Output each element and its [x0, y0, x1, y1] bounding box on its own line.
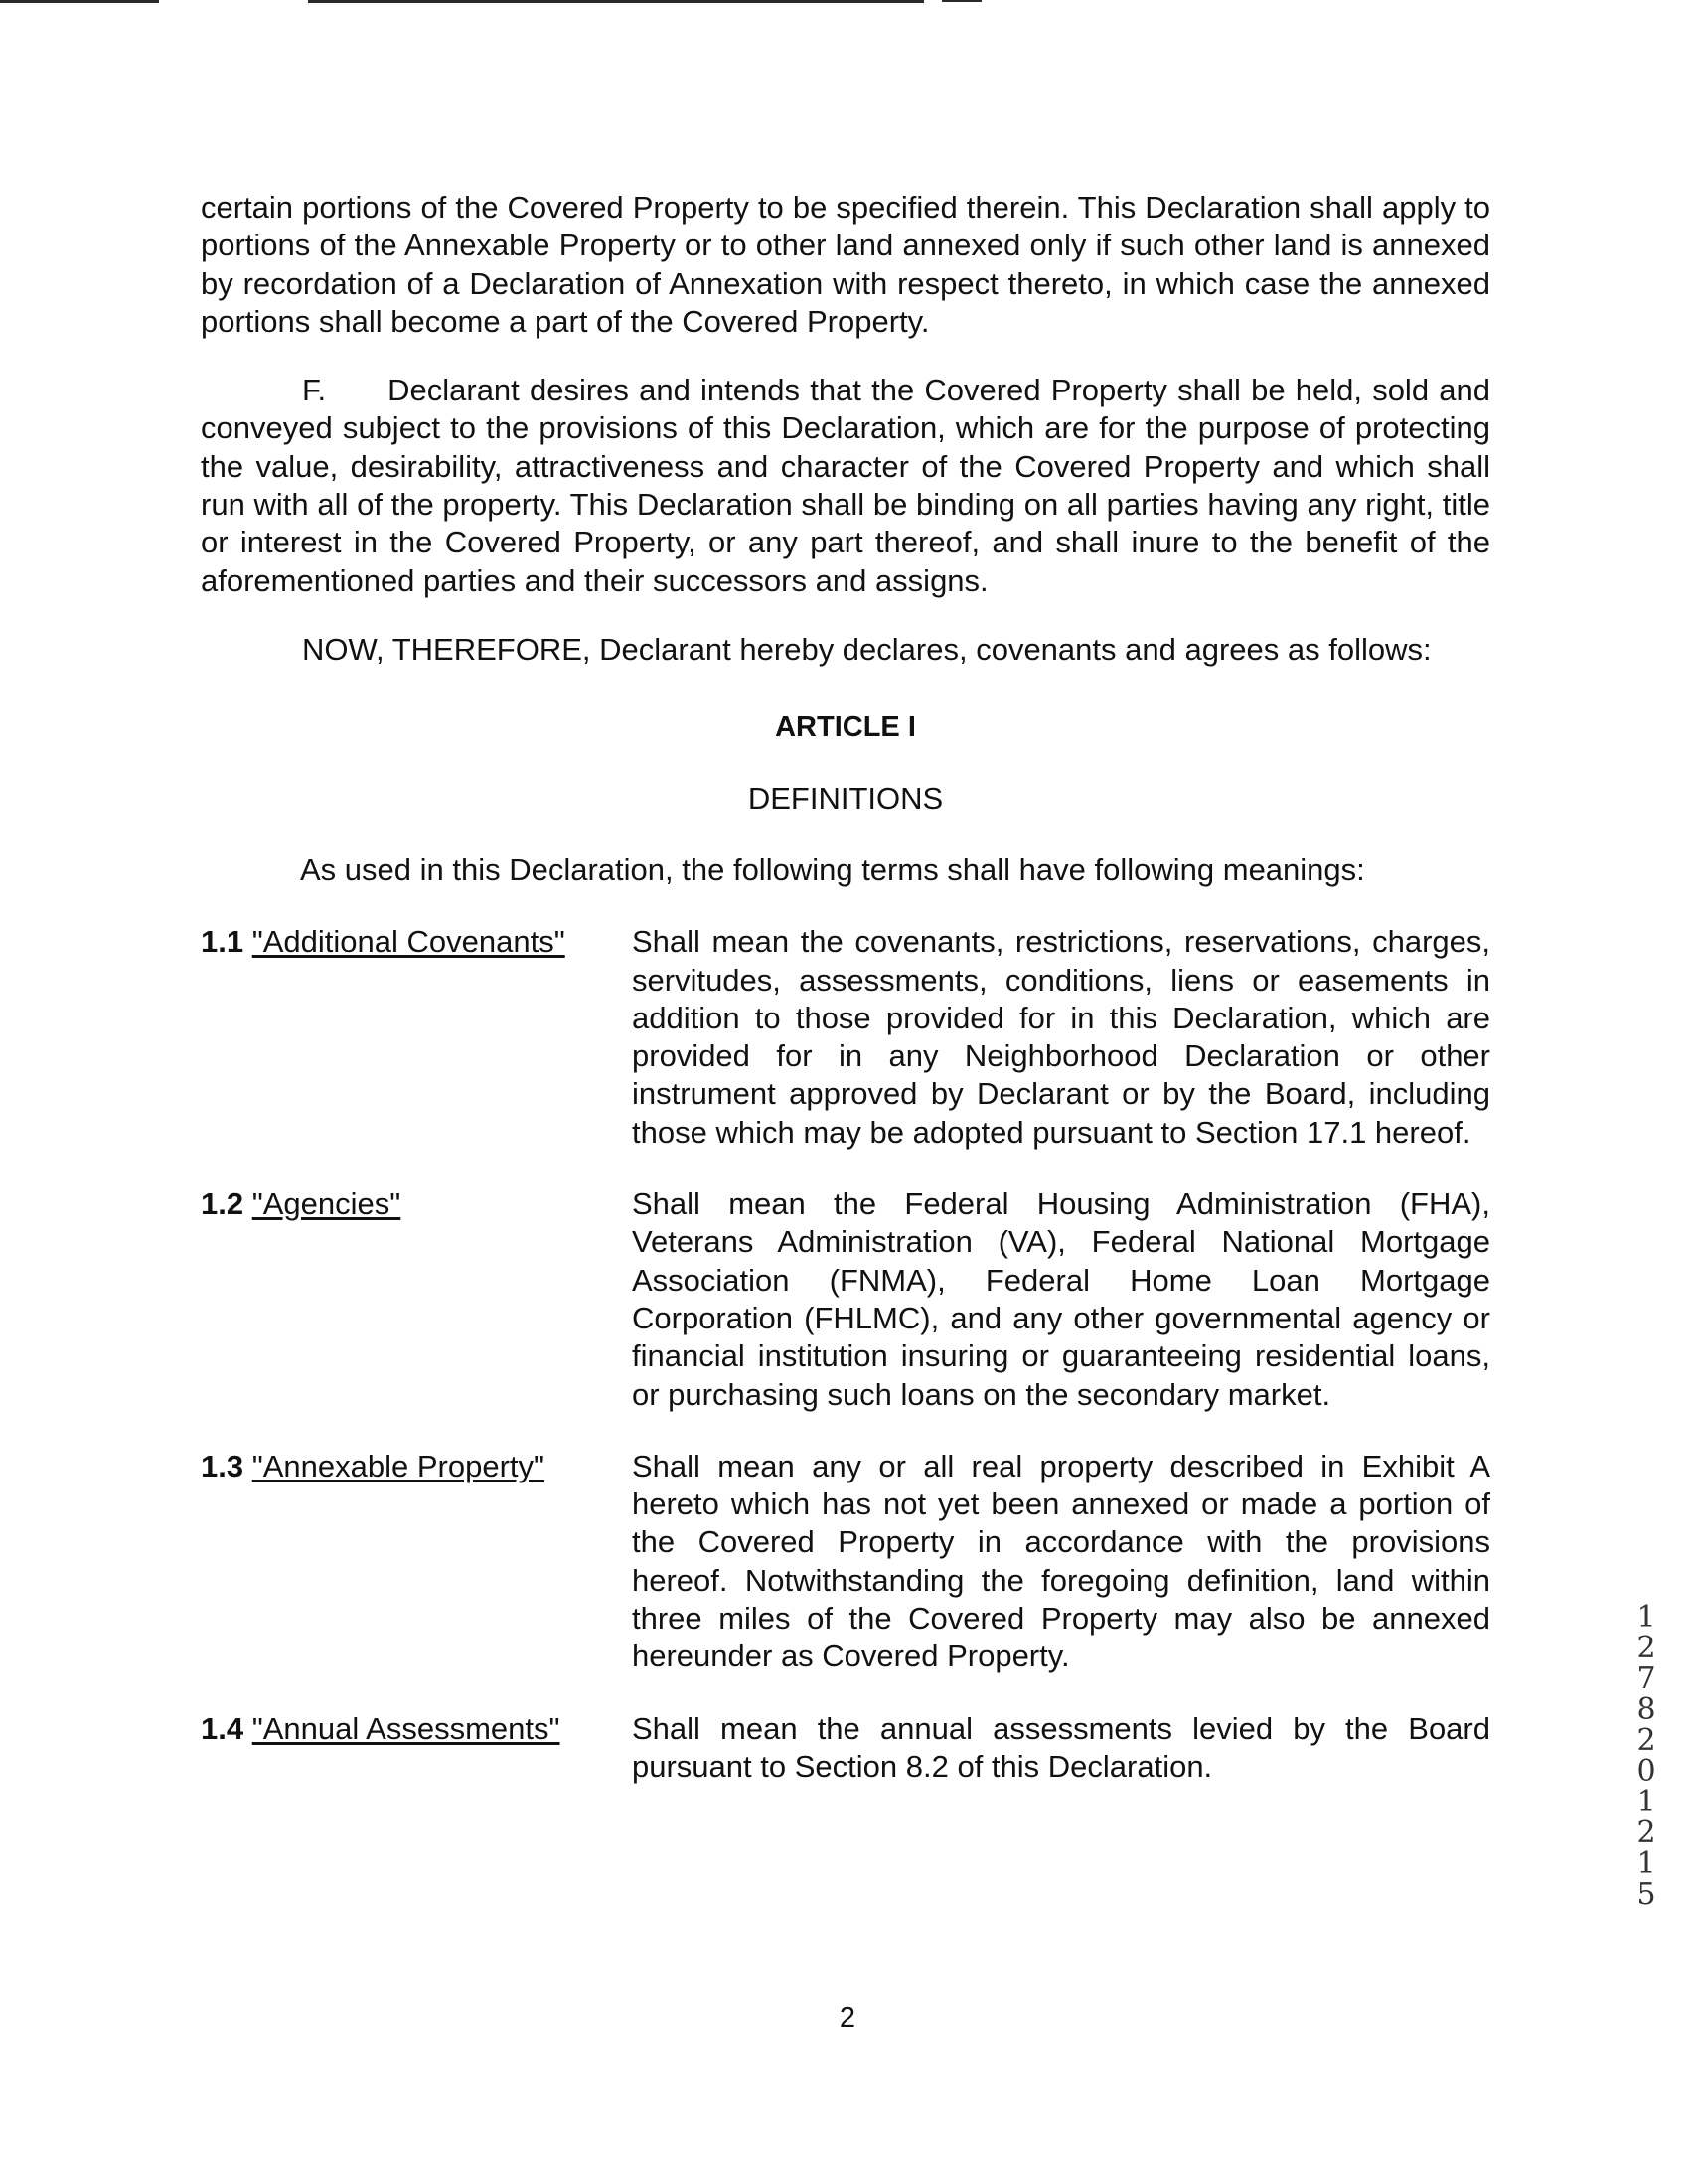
- definition-number: 1.3: [201, 1448, 244, 1483]
- definition-term-cell: [201, 923, 632, 1152]
- definition-term: "Annual Assessments": [251, 1710, 560, 1746]
- definition-item: [201, 1185, 1490, 1414]
- definition-item: [201, 923, 1490, 1152]
- definition-number: 1.1: [201, 924, 244, 960]
- definition-term: "Additional Covenants": [251, 924, 565, 960]
- definition-text: Shall mean the annual assessments levied by the Board pursuant to Section 8.2 of this Declaration.: [632, 1710, 1490, 1784]
- continuation-paragraph: certain portions of the Covered Property to be specified therein. This Declaration shall apply to portions of the Annexable Property or to other land annexed only if such other land is annexed by recordation of a Declaration of Annexation with respect thereto, in which case the annexed portions shall become a part of the Covered Property.: [201, 190, 1490, 339]
- definition-term-cell: [201, 1710, 632, 1787]
- definition-term-cell: [201, 1448, 632, 1676]
- definition-term-cell: [201, 1185, 632, 1414]
- page-number: 2: [839, 2002, 856, 2034]
- definition-text: Shall mean the Federal Housing Administration (FHA), Veterans Administration (VA), Federal National Mortgage Association (FNMA), Federal Home Loan Mortgage Corporation (FHLMC), and any other governmental agency or financial institution insuring or guaranteeing residential loans, or purchasing such loans on the secondary market.: [632, 1186, 1490, 1412]
- article-title: DEFINITIONS: [747, 781, 944, 817]
- scan-edge-line-center: [308, 0, 924, 3]
- scan-edge-line-right: [942, 0, 982, 2]
- definition-number: 1.4: [201, 1710, 244, 1746]
- definitions-intro: As used in this Declaration, the following terms shall have following meanings:: [300, 853, 1365, 888]
- now-therefore-paragraph: NOW, THEREFORE, Declarant hereby declares, covenants and agrees as follows:: [302, 631, 1432, 667]
- scan-edge-line-left: [0, 0, 159, 3]
- definition-text: Shall mean any or all real property described in Exhibit A hereto which has not yet been annexed or made a portion of the Covered Property in accordance with the provisions hereof. Notwithstanding the foregoing definition, land within three miles of the Covered Property may also be annexed hereunder as Covered Property.: [632, 1448, 1490, 1674]
- definition-item: [201, 1448, 1490, 1676]
- definition-item: [201, 1710, 1490, 1787]
- definition-text: Shall mean the covenants, restrictions, reservations, charges, servitudes, assessments, conditions, liens or easements in addition to those provided for in this Declaration, which are provided for in any Neighborhood Declaration or other instrument approved by Declarant or by the Board, including those which may be adopted pursuant to Section 17.1 hereof.: [632, 924, 1490, 1150]
- document-page: [201, 189, 1490, 1786]
- recital-f-paragraph: F. Declarant desires and intends that the Covered Property shall be held, sold and conveyed subject to the provisions of this Declaration, which are for the purpose of protecting the value, desirability, attractiveness and character of the Covered Property and which shall run with all of the property. This Declaration shall be binding on all parties having any right, title or interest in the Covered Property, or any part thereof, and shall inure to the benefit of the aforementioned parties and their successors and assigns.: [201, 373, 1490, 598]
- definition-number: 1.2: [201, 1186, 244, 1222]
- definition-term: "Annexable Property": [251, 1448, 545, 1483]
- article-heading: ARTICLE I: [775, 711, 916, 744]
- definition-term: "Agencies": [251, 1186, 401, 1222]
- recording-stamp: 12782 01215: [1636, 1600, 1656, 1912]
